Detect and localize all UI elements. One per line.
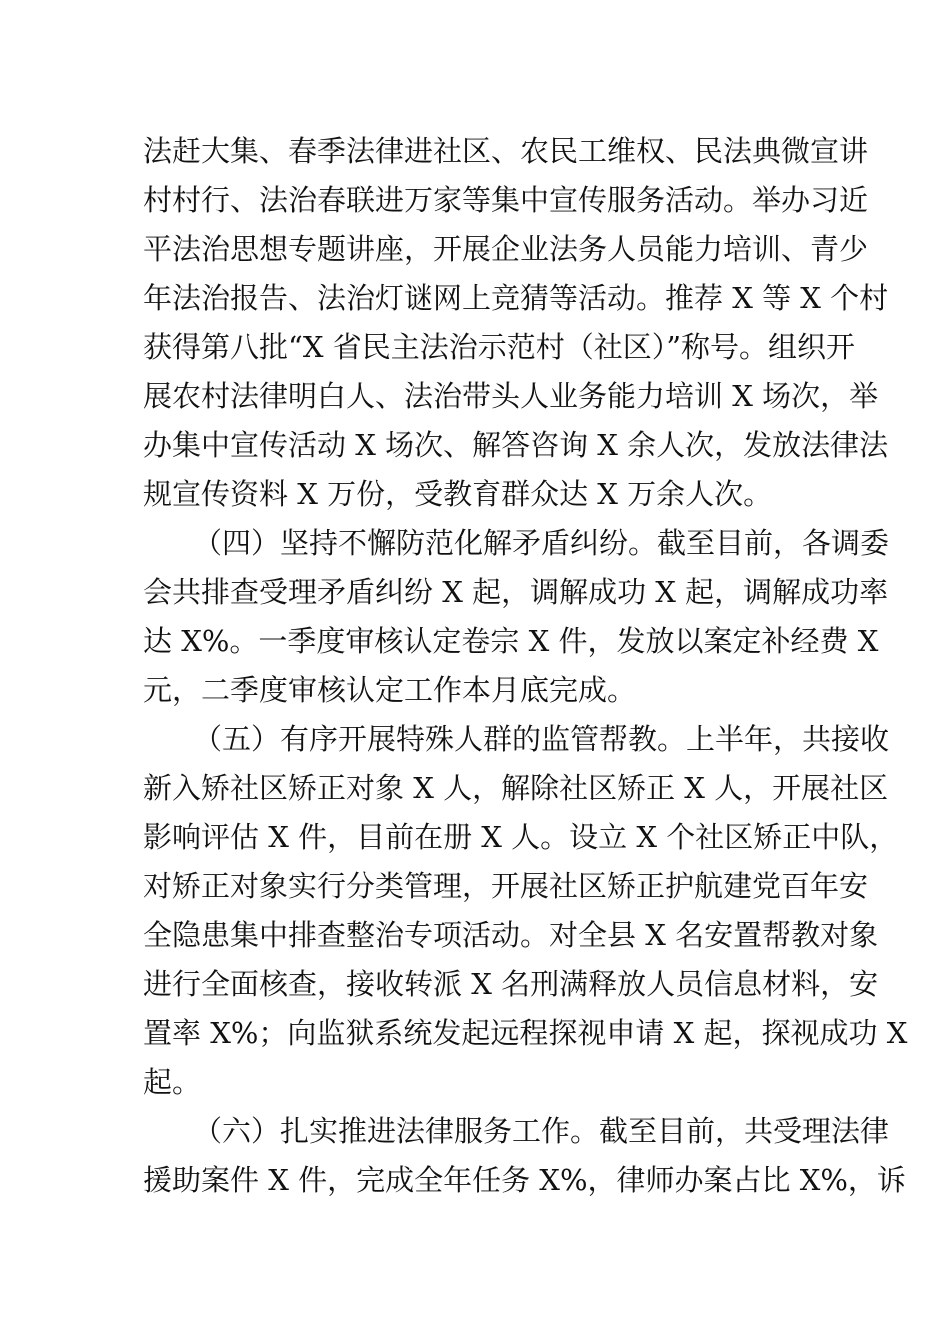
text-line: （五）有序开展特殊人群的监管帮教。上半年，共接收: [193, 722, 890, 756]
text-line: 平法治思想专题讲座，开展企业法务人员能力培训、青少: [143, 232, 869, 266]
text-line: 会共排查受理矛盾纠纷 X 起，调解成功 X 起，调解成功率: [143, 575, 889, 609]
paragraph-section-4: [143, 519, 890, 715]
text-line: 获得第八批“X 省民主法治示范村（社区）”称号。组织开: [143, 330, 856, 364]
text-line: 对矫正对象实行分类管理，开展社区矫正护航建党百年安: [143, 869, 869, 903]
text-line: 影响评估 X 件，目前在册 X 人。设立 X 个社区矫正中队，: [143, 820, 899, 854]
text-line: 元，二季度审核认定工作本月底完成。: [143, 673, 637, 707]
paragraph-continuation: [143, 127, 889, 519]
text-line: 展农村法律明白人、法治带头人业务能力培训 X 场次，举: [143, 379, 879, 413]
text-line: 年法治报告、法治灯谜网上竞猜等活动。推荐 X 等 X 个村: [143, 281, 889, 315]
text-line: 法赶大集、春季法律进社区、农民工维权、民法典微宣讲: [143, 134, 869, 168]
text-line: （四）坚持不懈防范化解矛盾纠纷。截至目前，各调委: [193, 526, 890, 560]
text-line: 进行全面核查，接收转派 X 名刑满释放人员信息材料，安: [143, 967, 879, 1001]
text-line: 达 X%。一季度审核认定卷宗 X 件，发放以案定补经费 X: [143, 624, 879, 658]
text-line: 全隐患集中排查整治专项活动。对全县 X 名安置帮教对象: [143, 918, 879, 952]
text-line: 办集中宣传活动 X 场次、解答咨询 X 余人次，发放法律法: [143, 428, 889, 462]
paragraph-section-5: [143, 715, 908, 1107]
text-line: 置率 X%；向监狱系统发起远程探视申请 X 起，探视成功 X: [143, 1016, 908, 1050]
document-body: [143, 127, 908, 1205]
text-line: 规宣传资料 X 万份，受教育群众达 X 万余人次。: [143, 477, 773, 511]
text-line: 村村行、法治春联进万家等集中宣传服务活动。举办习近: [143, 183, 869, 217]
text-line: 新入矫社区矫正对象 X 人，解除社区矫正 X 人，开展社区: [143, 771, 889, 805]
text-line: （六）扎实推进法律服务工作。截至目前，共受理法律: [193, 1114, 890, 1148]
paragraph-section-6: [143, 1107, 906, 1205]
text-line: 起。: [143, 1065, 202, 1099]
text-line: 援助案件 X 件，完成全年任务 X%，律师办案占比 X%，诉: [143, 1163, 906, 1197]
